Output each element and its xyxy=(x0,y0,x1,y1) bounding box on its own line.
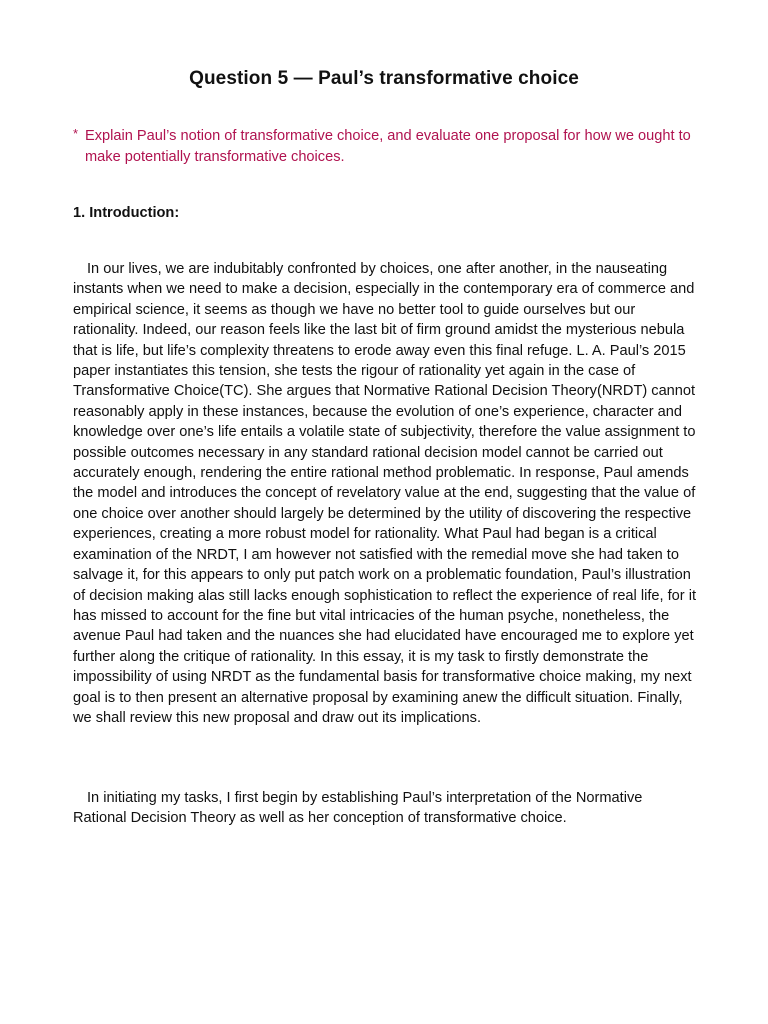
body-paragraph: In our lives, we are indubitably confronted by choices, one after another, in the nauseating instants when we need to make a decision, especially in the contemporary era of commerce and empirical science, it seems as though we have no better tool to guide ourselves but our rationality. Indeed, our reason feels like the last bit of firm ground amidst the mysterious nebula that is life, but life’s complexity threatens to erode away even this final refuge. L. A. Paul’s 2015 paper instantiates this tension, she tests the rigour of rationality yet again in the case of Transformative Choice(TC). She argues that Normative Rational Decision Theory(NRDT) cannot reasonably apply in these instances, because the evolution of one’s experience, character and knowledge over one’s life entails a volatile state of subjectivity, therefore the value assignment to possible outcomes necessary in any standard rational decision model cannot be carried out accurately enough, rendering the entire rational method problematic. In response, Paul amends the model and introduces the concept of revelatory value at the end, suggesting that the value of one choice over another should largely be determined by the utility of discovering the respective experiences, creating a more robust model for rationality. What Paul had began is a critical examination of the NRDT, I am however not satisfied with the remedial move she had taken to salvage it, for this appears to only put patch work on a problematic foundation, Paul’s illustration of decision making alas still lacks enough sophistication to reflect the experience of real life, for it has missed to account for the fine but vital intricacies of the human psyche, nonetheless, the avenue Paul had taken and the nuances she had elucidated have encouraged me to explore yet further along the critique of rationality. In this essay, it is my task to firstly demonstrate the impossibility of using NRDT as the fundamental basis for transformative choice making, my next goal is to then present an alternative proposal by examining anew the difficult situation. Finally, we shall review this new proposal and draw out its implications. xyxy=(73,261,696,726)
prompt-text: Explain Paul’s notion of transformative choice, and evaluate one proposal for how we ought to make potentially transformative choices. xyxy=(85,128,691,165)
body-paragraph: In initiating my tasks, I first begin by establishing Paul’s interpretation of the Normative Rational Decision Theory as well as her conception of transformative choice. xyxy=(73,790,643,827)
page-title: Question 5 — Paul’s transformative choice xyxy=(189,68,579,89)
question-prompt xyxy=(73,126,703,167)
prompt-asterisk: * xyxy=(73,126,79,141)
section-heading-introduction: 1. Introduction: xyxy=(73,205,180,221)
